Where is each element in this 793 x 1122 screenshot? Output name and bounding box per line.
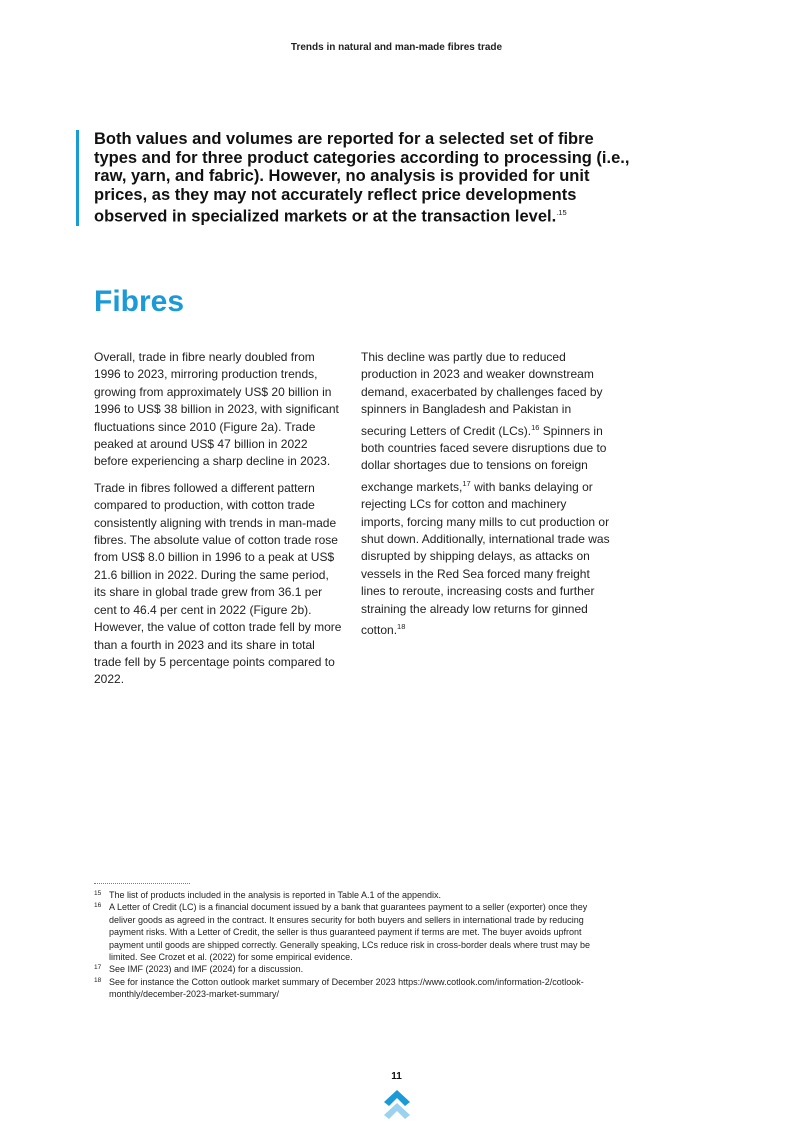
footnote-text: The list of products included in the analysis is reported in Table A.1 of the appendix.	[109, 890, 442, 900]
footnote-ref-18[interactable]: 18	[397, 622, 406, 632]
footnote-item	[94, 976, 604, 1001]
footnote-number: 18	[94, 976, 102, 984]
footnote-number: 16	[94, 902, 102, 910]
section-title: Fibres	[94, 285, 185, 318]
footnote-item	[94, 901, 604, 963]
highlight-text: Both values and volumes are reported for a selected set of fibre types and for three product categories according to processing (i.e., raw, yarn, and fabric). However, no analysis is provided for unit prices, as they may not accurately reflect price developments observed in specialized markets or at the transaction level.$^{.15}$	[94, 130, 630, 226]
footnote-text: A Letter of Credit (LC) is a financial document issued by a bank that guarantees payment to a seller (exporter) once they deliver goods as agreed in the contract. It ensures security for both buyers and sellers in international trade by reducing payment risks. With a Letter of Credit, the seller is thus guaranteed payment if terms are met. The buyer avoids upfront payment until goods are shipped correctly. Generally speaking, LCs reduce risk in cross-border deals where trust may be limited. See Crozet et al. (2022) for some empirical evidence.	[109, 902, 591, 963]
footnote-item	[94, 889, 604, 901]
chevron-up-icon[interactable]	[384, 1090, 410, 1122]
footnote-ref-15[interactable]: .15	[556, 208, 567, 218]
paragraph: Overall, trade in fibre nearly doubled from 1996 to 2023, mirroring production trends, growing from approximately US$ 20 billion in 1996 to US$ 38 billion in 2023, with significant fluctuations since 2010 (Figure 2a). Trade peaked at around US$ 47 billion in 2022 before experiencing a sharp decline in 2023.	[94, 350, 339, 469]
footnote-ref-17[interactable]: 17	[462, 478, 471, 488]
highlight-box	[76, 130, 634, 226]
footnote-number: 15	[94, 890, 102, 897]
footnote-ref-16[interactable]: 16	[531, 422, 540, 432]
body-column-left	[94, 349, 344, 698]
running-header: Trends in natural and man-made fibres trade	[290, 42, 503, 53]
paragraph: This decline was partly due to reduced production in 2023 and weaker downstream demand, exacerbated by challenges faced by spinners in Bangladesh and Pakistan in securing Letters of Credit (LCs).$^{16}$ Spinners in both countries faced severe disruptions due to dollar shortages due to tensions on foreign exchange markets,$^{17}$ with banks delaying or rejecting LCs for cotton and machinery imports, forcing many mills to cut production or shut down. Additionally, international trade was disrupted by shipping delays, as attacks on vessels in the Red Sea forced many freight lines to reroute, increasing costs and further straining the already low returns for ginned cotton.$^{18}$	[361, 350, 610, 638]
page-number: 11	[391, 1071, 402, 1082]
footnote-divider	[94, 883, 190, 884]
footnote-text: See IMF (2023) and IMF (2024) for a discussion.	[109, 964, 304, 975]
footnote-item	[94, 963, 604, 975]
body-column-right	[361, 349, 611, 649]
footnote-number: 17	[94, 964, 102, 972]
footnotes	[94, 889, 604, 1001]
paragraph: Trade in fibres followed a different pattern compared to production, with cotton trade consistently aligning with trends in man-made fibres. The absolute value of cotton trade rose from US$ 8.0 billion in 1996 to a peak at US$ 21.6 billion in 2022. During the same period, its share in global trade grew from 36.1 per cent to 46.4 per cent in 2022 (Figure 2b). However, the value of cotton trade fell by more than a fourth in 2023 and its share in total trade fell by 5 percentage points compared to 2022.	[94, 480, 342, 687]
footnote-text: See for instance the Cotton outlook market summary of December 2023 https://www.cotlook.com/information-2/cotlook-monthly/december-2023-market-summary/	[109, 976, 584, 1000]
